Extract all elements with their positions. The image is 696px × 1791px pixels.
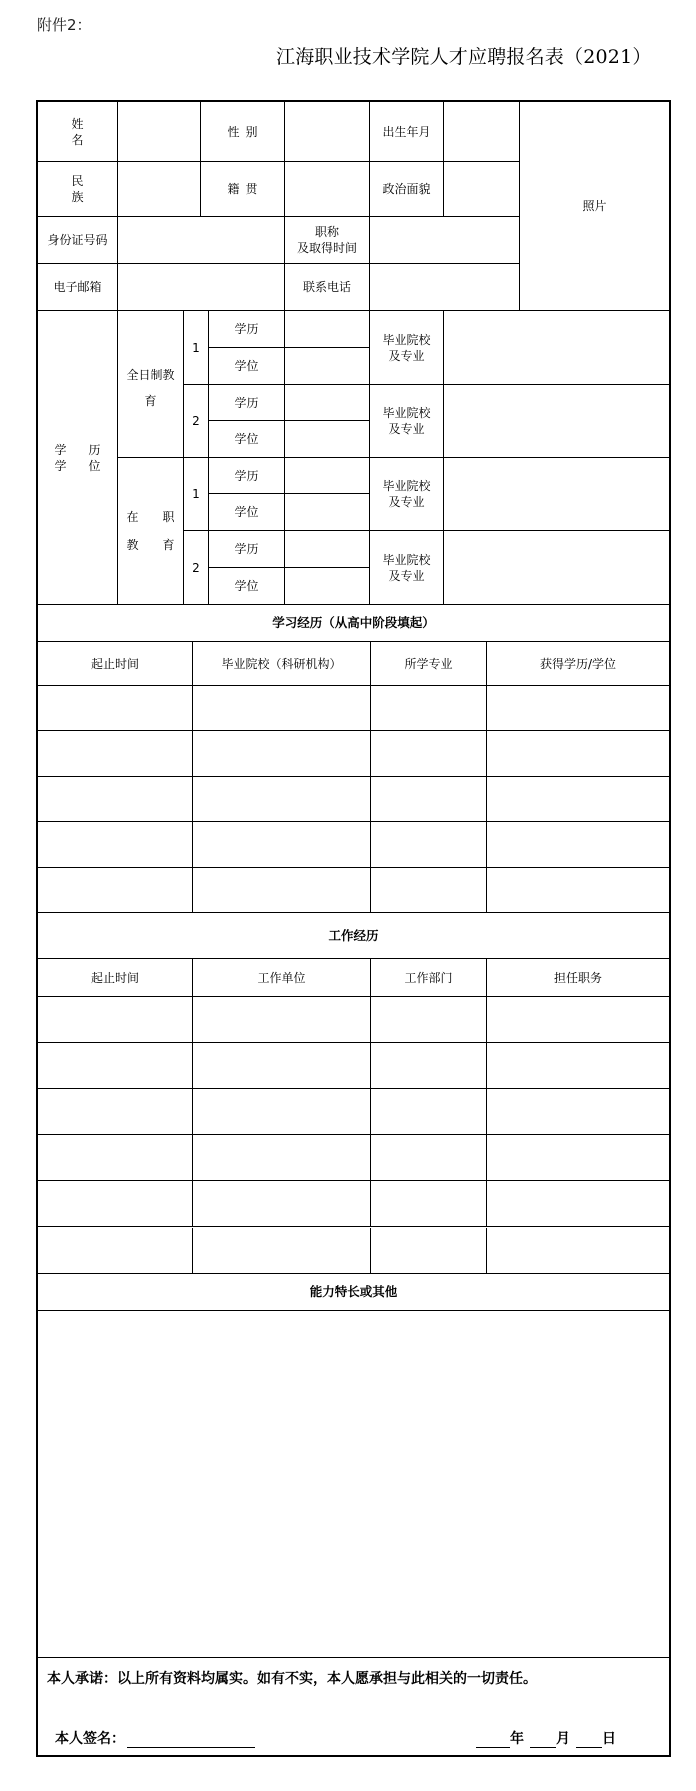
study-history-cell[interactable] bbox=[38, 686, 193, 731]
work-history-cell[interactable] bbox=[371, 1043, 487, 1089]
year-label: 年 bbox=[510, 1731, 524, 1747]
school-major-input[interactable] bbox=[444, 458, 669, 531]
email-label: 电子邮箱 bbox=[38, 264, 118, 311]
study-col-school: 毕业院校（科研机构） bbox=[193, 642, 371, 686]
edu-label-char: 学 bbox=[54, 442, 67, 457]
fulltime-label-line1: 全日制教 bbox=[126, 368, 175, 382]
signature-line[interactable] bbox=[127, 1733, 255, 1748]
native-place-input[interactable] bbox=[285, 162, 370, 217]
photo-label: 照片 bbox=[582, 199, 607, 213]
school-major-input[interactable] bbox=[444, 311, 669, 385]
political-input[interactable] bbox=[444, 162, 520, 217]
fulltime-education-label bbox=[118, 311, 184, 458]
study-history-cell[interactable] bbox=[371, 686, 487, 731]
work-history-cell[interactable] bbox=[193, 1135, 371, 1181]
work-col-department: 工作部门 bbox=[371, 959, 487, 997]
skills-title: 能力特长或其他 bbox=[38, 1274, 669, 1311]
inservice-label-char: 在 bbox=[126, 510, 139, 524]
professional-title-input[interactable] bbox=[370, 217, 520, 264]
edu-entry-index: 1 bbox=[184, 458, 209, 531]
work-history-cell[interactable] bbox=[371, 997, 487, 1043]
degree-input[interactable] bbox=[285, 531, 370, 568]
work-history-cell[interactable] bbox=[193, 997, 371, 1043]
form-title: 江海职业技术学院人才应聘报名表（2021） bbox=[276, 46, 652, 68]
school-label-line2: 及专业 bbox=[388, 422, 425, 436]
diploma-input[interactable] bbox=[285, 348, 370, 385]
work-history-cell[interactable] bbox=[193, 1089, 371, 1135]
political-label: 政治面貌 bbox=[370, 162, 444, 217]
diploma-input[interactable] bbox=[285, 421, 370, 458]
attachment-label: 附件2： bbox=[37, 16, 92, 34]
education-section-label bbox=[38, 311, 118, 605]
year-blank[interactable] bbox=[476, 1733, 510, 1748]
skills-input[interactable] bbox=[38, 1311, 669, 1658]
diploma-label: 学位 bbox=[209, 568, 285, 605]
diploma-input[interactable] bbox=[285, 568, 370, 605]
degree-input[interactable] bbox=[285, 458, 370, 494]
school-label-line1: 毕业院校 bbox=[382, 406, 431, 420]
work-history-cell[interactable] bbox=[371, 1089, 487, 1135]
study-history-cell[interactable] bbox=[38, 822, 193, 867]
work-history-cell[interactable] bbox=[38, 1043, 193, 1089]
study-history-cell[interactable] bbox=[371, 868, 487, 913]
work-history-cell[interactable] bbox=[38, 1089, 193, 1135]
signature-row bbox=[55, 1728, 255, 1748]
inservice-label-char: 职 bbox=[162, 510, 175, 524]
signature-label: 本人签名： bbox=[55, 1731, 125, 1747]
study-col-major: 所学专业 bbox=[371, 642, 487, 686]
study-col-period: 起止时间 bbox=[38, 642, 193, 686]
fulltime-label-line2: 育 bbox=[144, 394, 157, 408]
work-history-cell[interactable] bbox=[371, 1181, 487, 1227]
pledge-statement: 本人承诺：以上所有资料均属实。如有不实，本人愿承担与此相关的一切责任。 bbox=[47, 1671, 537, 1687]
study-history-cell[interactable] bbox=[487, 868, 669, 913]
study-history-cell[interactable] bbox=[38, 777, 193, 822]
study-history-cell[interactable] bbox=[371, 777, 487, 822]
edu-entry-index: 2 bbox=[184, 385, 209, 458]
name-input[interactable] bbox=[118, 102, 201, 162]
study-history-cell[interactable] bbox=[193, 822, 371, 867]
study-history-title: 学习经历（从高中阶段填起） bbox=[38, 605, 669, 642]
school-label-line1: 毕业院校 bbox=[382, 552, 431, 567]
diploma-input[interactable] bbox=[285, 494, 370, 531]
school-major-input[interactable] bbox=[444, 385, 669, 458]
professional-title-label-line1: 职称 bbox=[314, 225, 339, 239]
birth-input[interactable] bbox=[444, 102, 520, 162]
work-history-cell[interactable] bbox=[193, 1228, 371, 1274]
edu-label-char: 学 bbox=[54, 458, 67, 473]
month-blank[interactable] bbox=[530, 1733, 556, 1748]
edu-label-char: 历 bbox=[88, 442, 101, 457]
id-label: 身份证号码 bbox=[38, 217, 118, 264]
photo-area[interactable] bbox=[520, 102, 669, 311]
school-label-line2: 及专业 bbox=[388, 495, 425, 509]
school-label-line1: 毕业院校 bbox=[382, 332, 431, 347]
work-history-cell[interactable] bbox=[487, 1228, 669, 1274]
work-history-cell[interactable] bbox=[487, 997, 669, 1043]
study-history-cell[interactable] bbox=[193, 686, 371, 731]
ethnicity-input[interactable] bbox=[118, 162, 201, 217]
school-major-label bbox=[370, 311, 444, 385]
degree-label: 学历 bbox=[209, 531, 285, 568]
degree-label: 学历 bbox=[209, 385, 285, 421]
inservice-education-label bbox=[118, 458, 184, 605]
study-history-cell[interactable] bbox=[371, 731, 487, 776]
degree-label: 学历 bbox=[209, 458, 285, 494]
edu-entry-index: 1 bbox=[184, 311, 209, 385]
birth-label: 出生年月 bbox=[370, 102, 444, 162]
study-history-cell[interactable] bbox=[487, 731, 669, 776]
work-history-cell[interactable] bbox=[487, 1181, 669, 1227]
work-col-employer: 工作单位 bbox=[193, 959, 371, 997]
work-history-title: 工作经历 bbox=[38, 913, 669, 959]
school-major-input[interactable] bbox=[444, 531, 669, 605]
study-history-cell[interactable] bbox=[193, 731, 371, 776]
inservice-label-char: 育 bbox=[162, 538, 175, 552]
day-blank[interactable] bbox=[576, 1733, 602, 1748]
gender-label-cell bbox=[201, 102, 285, 162]
school-major-label bbox=[370, 458, 444, 531]
day-label: 日 bbox=[602, 1731, 616, 1747]
work-history-cell[interactable] bbox=[487, 1135, 669, 1181]
school-major-label bbox=[370, 385, 444, 458]
diploma-label: 学位 bbox=[209, 494, 285, 531]
school-label-line2: 及专业 bbox=[388, 348, 425, 363]
phone-label: 联系电话 bbox=[285, 264, 370, 311]
phone-input[interactable] bbox=[370, 264, 520, 311]
work-col-position: 担任职务 bbox=[487, 959, 669, 997]
diploma-label: 学位 bbox=[209, 348, 285, 385]
work-history-cell[interactable] bbox=[487, 1043, 669, 1089]
edu-label-char: 位 bbox=[88, 458, 101, 473]
professional-title-label-line2: 及取得时间 bbox=[296, 241, 357, 255]
ethnicity-label-cell bbox=[38, 162, 118, 217]
work-history-cell[interactable] bbox=[38, 1228, 193, 1274]
name-label: 姓名 bbox=[71, 116, 106, 147]
study-history-cell[interactable] bbox=[487, 777, 669, 822]
inservice-label-char: 教 bbox=[126, 538, 139, 552]
edu-entry-index: 2 bbox=[184, 531, 209, 605]
study-history-cell[interactable] bbox=[193, 777, 371, 822]
work-history-cell[interactable] bbox=[38, 1135, 193, 1181]
work-history-cell[interactable] bbox=[193, 1181, 371, 1227]
degree-input[interactable] bbox=[285, 311, 370, 348]
work-history-cell[interactable] bbox=[487, 1089, 669, 1135]
month-label: 月 bbox=[556, 1731, 570, 1747]
work-col-period: 起止时间 bbox=[38, 959, 193, 997]
date-row bbox=[476, 1728, 616, 1748]
gender-label: 性别 bbox=[227, 124, 264, 139]
study-history-cell[interactable] bbox=[487, 822, 669, 867]
name-label-cell bbox=[38, 102, 118, 162]
native-place-label: 籍贯 bbox=[227, 182, 264, 196]
native-place-label-cell bbox=[201, 162, 285, 217]
study-history-cell[interactable] bbox=[38, 868, 193, 913]
work-history-cell[interactable] bbox=[371, 1228, 487, 1274]
id-number-input[interactable] bbox=[118, 217, 285, 264]
work-history-cell[interactable] bbox=[193, 1043, 371, 1089]
study-history-cell[interactable] bbox=[193, 868, 371, 913]
email-input[interactable] bbox=[118, 264, 285, 311]
school-major-label bbox=[370, 531, 444, 605]
gender-input[interactable] bbox=[285, 102, 370, 162]
ethnicity-label: 民族 bbox=[71, 174, 106, 204]
school-label-line2: 及专业 bbox=[388, 568, 425, 583]
school-label-line1: 毕业院校 bbox=[382, 479, 431, 493]
work-history-cell[interactable] bbox=[38, 1181, 193, 1227]
study-history-cell[interactable] bbox=[38, 731, 193, 776]
work-history-cell[interactable] bbox=[371, 1135, 487, 1181]
degree-input[interactable] bbox=[285, 385, 370, 421]
work-history-cell[interactable] bbox=[38, 997, 193, 1043]
professional-title-label-cell bbox=[285, 217, 370, 264]
study-history-cell[interactable] bbox=[487, 686, 669, 731]
study-col-degree: 获得学历/学位 bbox=[487, 642, 669, 686]
study-history-cell[interactable] bbox=[371, 822, 487, 867]
diploma-label: 学位 bbox=[209, 421, 285, 458]
degree-label: 学历 bbox=[209, 311, 285, 348]
